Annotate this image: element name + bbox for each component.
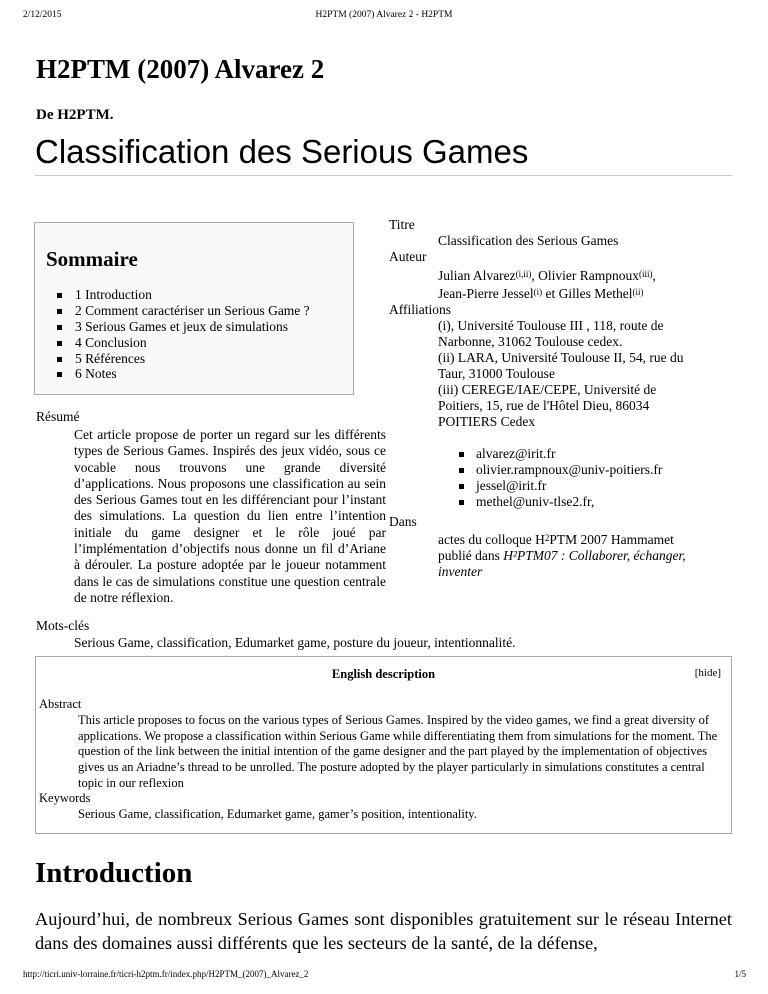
toc-item-conclusion[interactable]: 4 Conclusion: [46, 335, 310, 351]
toc-item-introduction[interactable]: 1 Introduction: [46, 287, 310, 303]
site-title: H2PTM (2007) Alvarez 2: [36, 54, 325, 84]
affiliation-line: (ii) LARA, Université Toulouse II, 54, rue du: [438, 350, 684, 365]
author-sup: (ii): [632, 287, 644, 297]
resume-label: Résumé: [36, 409, 80, 424]
meta-dans-line-2: [389, 548, 734, 564]
meta-auteur-label: Auteur: [389, 249, 427, 264]
resume-text: Cet article propose de porter un regard sur les différents types de Serious Games. Inspirés des jeux vidéo, sous ce vocable nous trouvons une grande diversité d’applications. Nous proposons une classification au sein des Serious Games tout en les différenciant pour l’instant des simulations. La question du lien entre l’intention initiale du game designer et le rôle joué par l’implémentation d’objectifs nous donne un fil d’Ariane à dérouler. La posture adoptée par le joueur notamment dans le cas de simulations constitue une question centrale de notre réflexion.: [74, 427, 386, 605]
email-link[interactable]: alvarez@irit.fr: [476, 446, 734, 462]
dans-proceedings-title: H²PTM07 : Collaborer, échanger,: [503, 548, 686, 563]
toc-title: Sommaire: [46, 247, 138, 271]
affiliation-line: Narbonne, 31062 Toulouse cedex.: [438, 334, 623, 349]
author-comma: ,: [652, 268, 656, 283]
abstract-label: Abstract: [39, 697, 82, 711]
dans-text: publié dans: [438, 548, 504, 563]
email-link[interactable]: methel@univ-tlse2.fr,: [476, 494, 734, 510]
affiliation-line: (iii) CEREGE/IAE/CEPE, Université de: [438, 382, 657, 397]
english-description-box: [35, 656, 732, 834]
author-jessel: Jean-Pierre Jessel: [438, 286, 534, 301]
affiliation-line: Poitiers, 15, rue de l'Hôtel Dieu, 86034: [438, 398, 650, 413]
meta-affiliations-label: Affiliations: [389, 302, 451, 317]
introduction-heading: Introduction: [35, 857, 193, 889]
dans-text: PTM 2007 Hammamet: [549, 532, 674, 547]
toc-item-simulations[interactable]: 3 Serious Games et jeux de simulations: [46, 319, 310, 335]
author-sup: (i,ii): [515, 269, 532, 279]
toc-item-references[interactable]: 5 Références: [46, 351, 310, 367]
title-divider: [35, 175, 732, 176]
mots-cles-text: Serious Game, classification, Edumarket game, posture du joueur, intentionnalité.: [74, 635, 516, 650]
email-link[interactable]: olivier.rampnoux@univ-poitiers.fr: [476, 462, 734, 478]
affiliation-line: (i), Université Toulouse III , 118, route de: [438, 318, 664, 333]
author-rampnoux: , Olivier Rampnoux: [531, 268, 639, 283]
affiliation-line: POITIERS Cedex: [438, 414, 536, 429]
print-page-number: 1/5: [734, 969, 746, 979]
introduction-paragraph: Aujourd’hui, de nombreux Serious Games sont disponibles gratuitement sur le réseau Internet dans des domaines aussi différents que les secteurs de la santé, de la défense,: [35, 909, 732, 953]
email-link[interactable]: jessel@irit.fr: [476, 478, 734, 494]
email-list: [389, 430, 734, 510]
author-alvarez: Julian Alvarez: [438, 268, 516, 283]
meta-dans-label: Dans: [389, 514, 417, 529]
from-line: De H2PTM.: [36, 107, 114, 123]
toc-item-caracteriser[interactable]: 2 Comment caractériser un Serious Game ?: [46, 303, 310, 319]
keywords-text: Serious Game, classification, Edumarket game, gamer’s position, intentionality.: [78, 807, 477, 821]
meta-titre-label: Titre: [389, 217, 415, 232]
metadata-block: [389, 217, 734, 580]
toc-item-notes[interactable]: 6 Notes: [46, 366, 310, 382]
dans-proceedings-title: inventer: [438, 564, 483, 579]
author-sup: (iii): [638, 269, 653, 279]
author-methel: et Gilles Methel: [542, 286, 633, 301]
print-date: 2/12/2015: [23, 10, 62, 20]
meta-dans-line-1: [389, 532, 734, 548]
toc-list: [46, 287, 310, 382]
english-description-heading: English description: [331, 667, 436, 681]
abstract-text: This article proposes to focus on the various types of Serious Games. Inspired by the video games, we find a great diversity of applications. We propose a classification within Serious Game while differentiating them from simulations for the moment. The question of the link between the initial intention of the game designer and the part played by the implementation of objectives gives us an Ariadne’s thread to be unrolled. The posture adopted by the player particularly in simulations constitutes a central topic in our reflexion: [78, 713, 718, 790]
page-title: Classification des Serious Games: [35, 133, 529, 170]
meta-authors-line-1: [389, 268, 734, 284]
print-url: http://ticri.univ-lorraine.fr/ticri-h2ptm.fr/index.php/H2PTM_(2007)_Alvarez_2: [23, 969, 309, 979]
print-page-title: H2PTM (2007) Alvarez 2 - H2PTM: [315, 10, 453, 20]
dans-sup: 2: [544, 533, 550, 543]
keywords-label: Keywords: [39, 791, 91, 805]
table-of-contents: [34, 222, 354, 395]
meta-authors-line-2: [389, 286, 734, 302]
dans-text: actes du colloque H: [438, 532, 545, 547]
author-sup: (i): [533, 287, 543, 297]
mots-cles-label: Mots-clés: [36, 618, 90, 633]
meta-dans-line-3: [389, 564, 734, 580]
affiliation-line: Taur, 31000 Toulouse: [438, 366, 555, 381]
hide-link[interactable]: [hide]: [694, 667, 721, 679]
meta-titre-value: Classification des Serious Games: [438, 233, 619, 248]
